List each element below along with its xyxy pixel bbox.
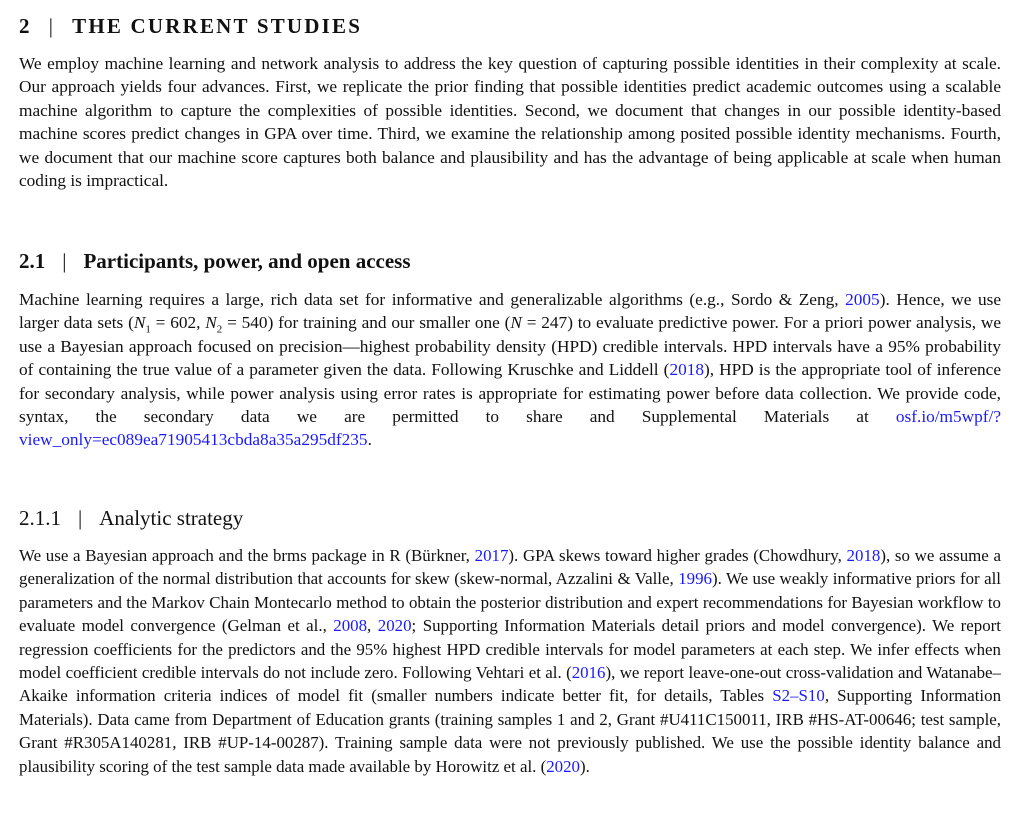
subsubsection-heading xyxy=(19,506,243,531)
subsection-heading xyxy=(19,249,411,274)
text-run: ), we report leave-one-out cross-validation and Watanabe–Akaike information criteria indices of model fit (smaller numbers indicate better fit, for details, Tables xyxy=(19,663,1001,706)
text-run: ). We use weakly informative priors for all parameters and the Markov Chain Montecarlo method to obtain the posterior distribution and expert recommendations for Bayesian workflow to evaluate model convergence (Gelman et al., xyxy=(19,569,1001,636)
section-number: 2 xyxy=(19,14,32,38)
citation-link[interactable]: 2005 xyxy=(845,290,880,309)
text-run: = 247) to evaluate predictive power. For a priori power analysis, we use a Bayesian approach focused on precision—highest probability density (HPD) credible intervals. HPD intervals have a 95% probability of containing the true value of a parameter given the data. Following Kruschke and Liddell ( xyxy=(19,313,1001,380)
citation-link[interactable]: 2016 xyxy=(571,663,606,683)
text-run: ). GPA skews toward higher grades (Chowdhury, xyxy=(508,546,847,565)
heading-divider: | xyxy=(48,14,56,38)
participants-paragraph xyxy=(19,288,1001,452)
math-symbol: N xyxy=(133,313,146,333)
section-heading xyxy=(19,14,362,39)
citation-link[interactable]: 2018 xyxy=(669,360,704,380)
text-run: , Supporting Information Materials). Data came from Department of Education grants (training samples 1 and 2, Grant #U411C150011, IRB #HS-AT-00646; test sample, Grant #R305A140281, IRB #UP-14-00287). Training sample data were not previously published. We use the possible identity balance and plausibility scoring of the test sample data made available by Horowitz et al. ( xyxy=(19,686,1002,776)
text-run: ), so we assume a generalization of the normal distribution that accounts for skew (skew-normal, Azzalini & Valle, xyxy=(19,546,1001,589)
heading-divider: | xyxy=(78,506,83,530)
subsubsection-title: Analytic strategy xyxy=(99,506,244,530)
subsection-number: 2.1 xyxy=(19,249,46,273)
math-subscript: 1 xyxy=(145,323,151,336)
osf-url-link[interactable]: osf.io/m5wpf/?view_only=ec089ea71905413cbda8a35a295df235 xyxy=(19,407,1001,450)
citation-link[interactable]: 2017 xyxy=(474,546,509,565)
citation-link[interactable]: 2020 xyxy=(377,616,412,636)
analytic-strategy-paragraph xyxy=(19,544,1001,778)
text-run: Machine learning requires a large, rich data set for informative and generalizable algorithms (e.g., Sordo & Zeng, xyxy=(19,290,846,309)
text-run: We use a Bayesian approach and the brms package in R (Bürkner, xyxy=(19,546,475,565)
section-intro-paragraph: We employ machine learning and network analysis to address the key question of capturing possible identities in their complexity at scale. Our approach yields four advances. First, we replicate the prior finding that possible identities predict academic outcomes using a scalable machine algorithm to capture the complexities of possible identities. Second, we document that changes in our possible identity-based machine scores predict changes in GPA over time. Third, we examine the relationship among posited possible identity mechanisms. Fourth, we document that our machine score captures both balance and plausibility and has the advantage of being applicable at scale when human coding is impractical. xyxy=(19,54,1001,191)
text-run: ), HPD is the appropriate tool of inference for secondary analysis, while power analysis using error rates is appropriate for estimating power before data collection. We provide code, syntax, the secondary data we are permitted to share and Supplemental Materials at xyxy=(19,360,1002,427)
subsubsection-number: 2.1.1 xyxy=(19,506,61,530)
text-run: = 540) for training and our smaller one ( xyxy=(222,313,511,333)
text-run: , xyxy=(367,616,378,636)
text-run: ). xyxy=(580,756,590,776)
citation-link[interactable]: 2018 xyxy=(846,546,881,565)
subsection-title: Participants, power, and open access xyxy=(83,249,411,273)
text-run: . xyxy=(367,430,372,450)
supplementary-tables-link[interactable]: S2–S10 xyxy=(772,686,825,706)
heading-divider: | xyxy=(62,249,67,273)
citation-link[interactable]: 1996 xyxy=(678,569,712,589)
math-subscript: 2 xyxy=(216,323,223,336)
math-symbol: N xyxy=(510,313,522,333)
text-run: ; Supporting Information Materials detail priors and model convergence). We report regression coefficients for the predictors and the 95% highest HPD credible intervals for model parameters at each step. We infer effects when model coefficient credible intervals do not include zero. Following Vehtari et al. ( xyxy=(19,616,1001,683)
text-run: ). Hence, we use larger data sets ( xyxy=(19,290,1001,333)
section-title: THE CURRENT STUDIES xyxy=(72,14,363,38)
citation-link[interactable]: 2008 xyxy=(333,616,368,636)
text-run: = 602, xyxy=(150,313,206,333)
citation-link[interactable]: 2020 xyxy=(546,756,580,776)
math-symbol: N xyxy=(205,313,217,333)
